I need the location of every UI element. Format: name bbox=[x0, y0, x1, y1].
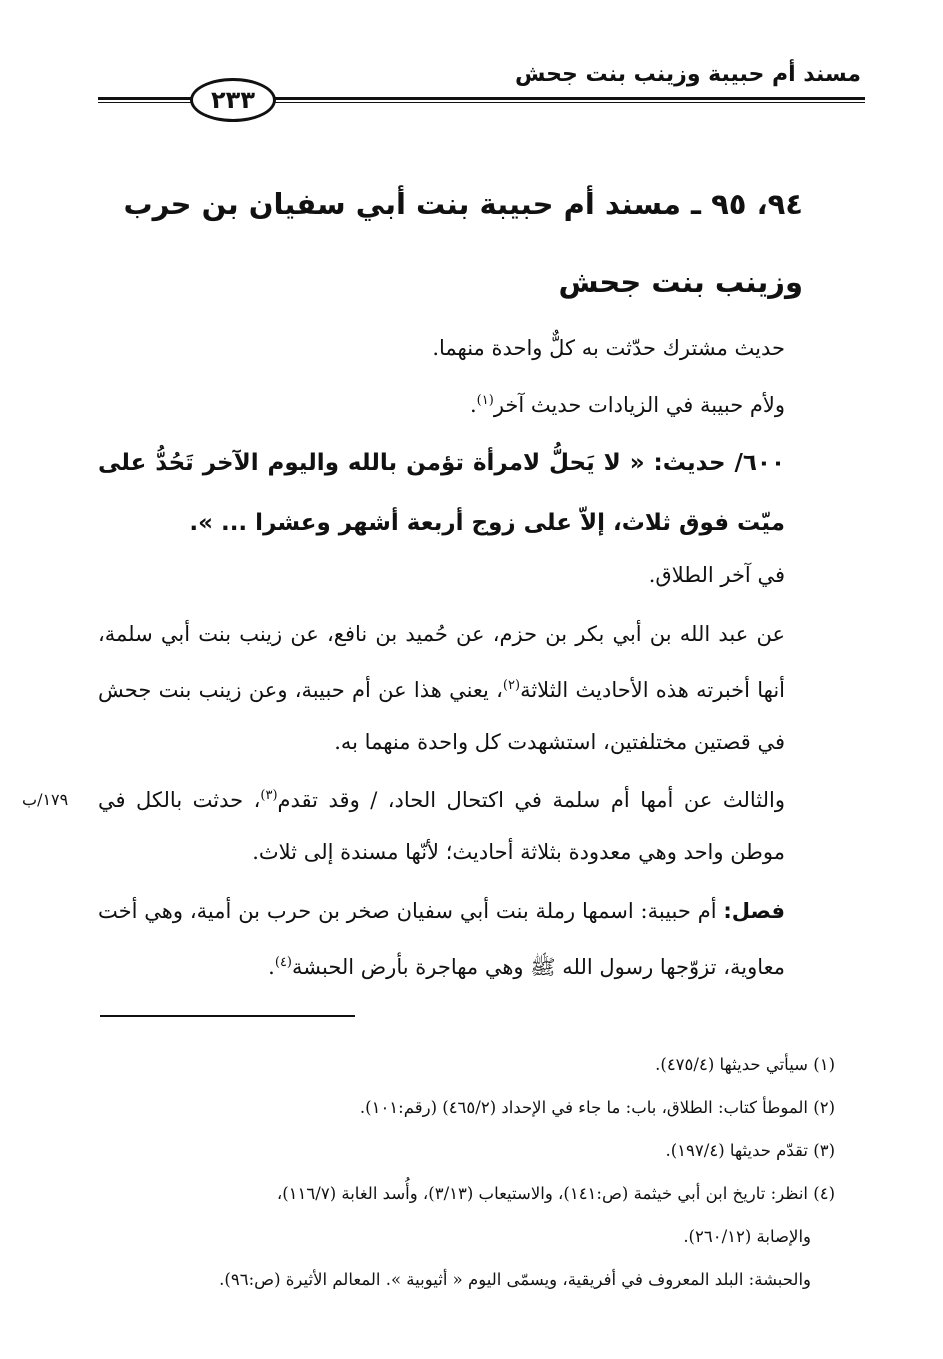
paragraph-shared-hadith bbox=[98, 322, 843, 374]
footnote-3: (٣) تقدّم حديثها (١٩٧/٤). bbox=[665, 1141, 835, 1160]
paragraph-text: في آخر الطلاق. bbox=[648, 563, 785, 587]
footnote-ref-3: (٣) bbox=[260, 788, 278, 803]
fasl-label: فصل: bbox=[723, 899, 785, 923]
footnote-separator bbox=[100, 1015, 355, 1017]
running-title: مسند أم حبيبة وزينب بنت جحش bbox=[514, 62, 861, 87]
hadith-number: ٦٠٠/ bbox=[725, 450, 785, 476]
footnote-4-line-1: (٤) انظر: تاريخ ابن أبي خيثمة (ص:١٤١)، والاستيعاب (٣/١٣)، وأُسد الغابة (١١٦/٧)، bbox=[276, 1184, 835, 1203]
paragraph-end: . bbox=[469, 393, 477, 417]
paragraph-fasl bbox=[98, 885, 843, 993]
paragraph-text-a: والثالث عن أمها أم سلمة في اكتحال الحاد، / وقد تقدم bbox=[277, 788, 785, 812]
paragraph-text-main: ولأم حبيبة في الزيادات حديث آخر bbox=[493, 393, 785, 417]
hadith-label: حديث: bbox=[653, 450, 726, 476]
footnote-ref-4: (٤) bbox=[274, 955, 292, 970]
section-title: ٩٤، ٩٥ ـ مسند أم حبيبة بنت أبي سفيان بن حرب وزينب بنت جحش bbox=[123, 187, 803, 299]
page-number-badge bbox=[190, 78, 276, 122]
paragraph-text-b: ، يعني هذا عن أم حبيبة، وعن زينب بنت جحش في قصتين مختلفتين، استشهدت كل واحدة منهما به. bbox=[98, 678, 785, 754]
paragraph-third-hadith bbox=[98, 770, 843, 878]
footnote-4-line-3: والحبشة: البلد المعروف في أفريقية، ويسمّى اليوم « أثيوبية ». المعالم الأثيرة (ص:٩٦). bbox=[219, 1270, 811, 1289]
paragraph-end: . bbox=[268, 955, 275, 979]
paragraph-text: حديث مشترك حدّثت به كلٌّ واحدة منهما. bbox=[432, 336, 785, 360]
hadith-600 bbox=[98, 433, 843, 553]
footnote-ref-2: (٢) bbox=[502, 678, 521, 693]
paragraph-text bbox=[98, 375, 843, 431]
paragraph-isnad bbox=[98, 608, 843, 768]
footnotes bbox=[115, 1043, 835, 1301]
paragraph-text bbox=[98, 608, 843, 768]
footnote-4-line-2: والإصابة (٢٦٠/١٢). bbox=[683, 1227, 811, 1246]
paragraph-location bbox=[98, 549, 843, 601]
footnote-ref-1: (١) bbox=[476, 393, 494, 408]
paragraph-text-a: عن عبد الله بن أبي بكر بن حزم، عن حُميد بن نافع، عن زينب بنت أبي سلمة، أنها أخبرته هذه الأحاديث الثلاثة bbox=[98, 622, 785, 702]
hadith-text: « لا يَحلُّ لامرأة تؤمن بالله واليوم الآخر تَحُدُّ على ميّت فوق ثلاث، إلاّ على زوج أربعة أشهر وعشرا ... ». bbox=[98, 450, 785, 536]
paragraph-additions bbox=[98, 375, 843, 431]
footnote-2: (٢) الموطأ كتاب: الطلاق، باب: ما جاء في الإحداد (٤٦٥/٢) (رقم:١٠١). bbox=[359, 1098, 835, 1117]
hadith-text-block bbox=[98, 433, 843, 553]
page-number: ٢٣٣ bbox=[211, 86, 255, 114]
footnote-1: (١) سيأتي حديثها (٤٧٥/٤). bbox=[655, 1055, 835, 1074]
paragraph-text bbox=[98, 770, 843, 878]
manuscript-folio-note: ١٧٩/ب bbox=[22, 790, 69, 809]
paragraph-text-a: أم حبيبة: اسمها رملة بنت أبي سفيان صخر بن حرب بن أمية، وهي أخت معاوية، تزوّجها رسول الله ﷺ وهي مهاجرة بأرض الحبشة bbox=[98, 899, 785, 979]
paragraph-text bbox=[98, 885, 843, 993]
paragraph-text-b: ، حدثت بالكل في موطن واحد وهي معدودة بثلاثة أحاديث؛ لأنّها مسندة إلى ثلاث. bbox=[98, 788, 785, 864]
